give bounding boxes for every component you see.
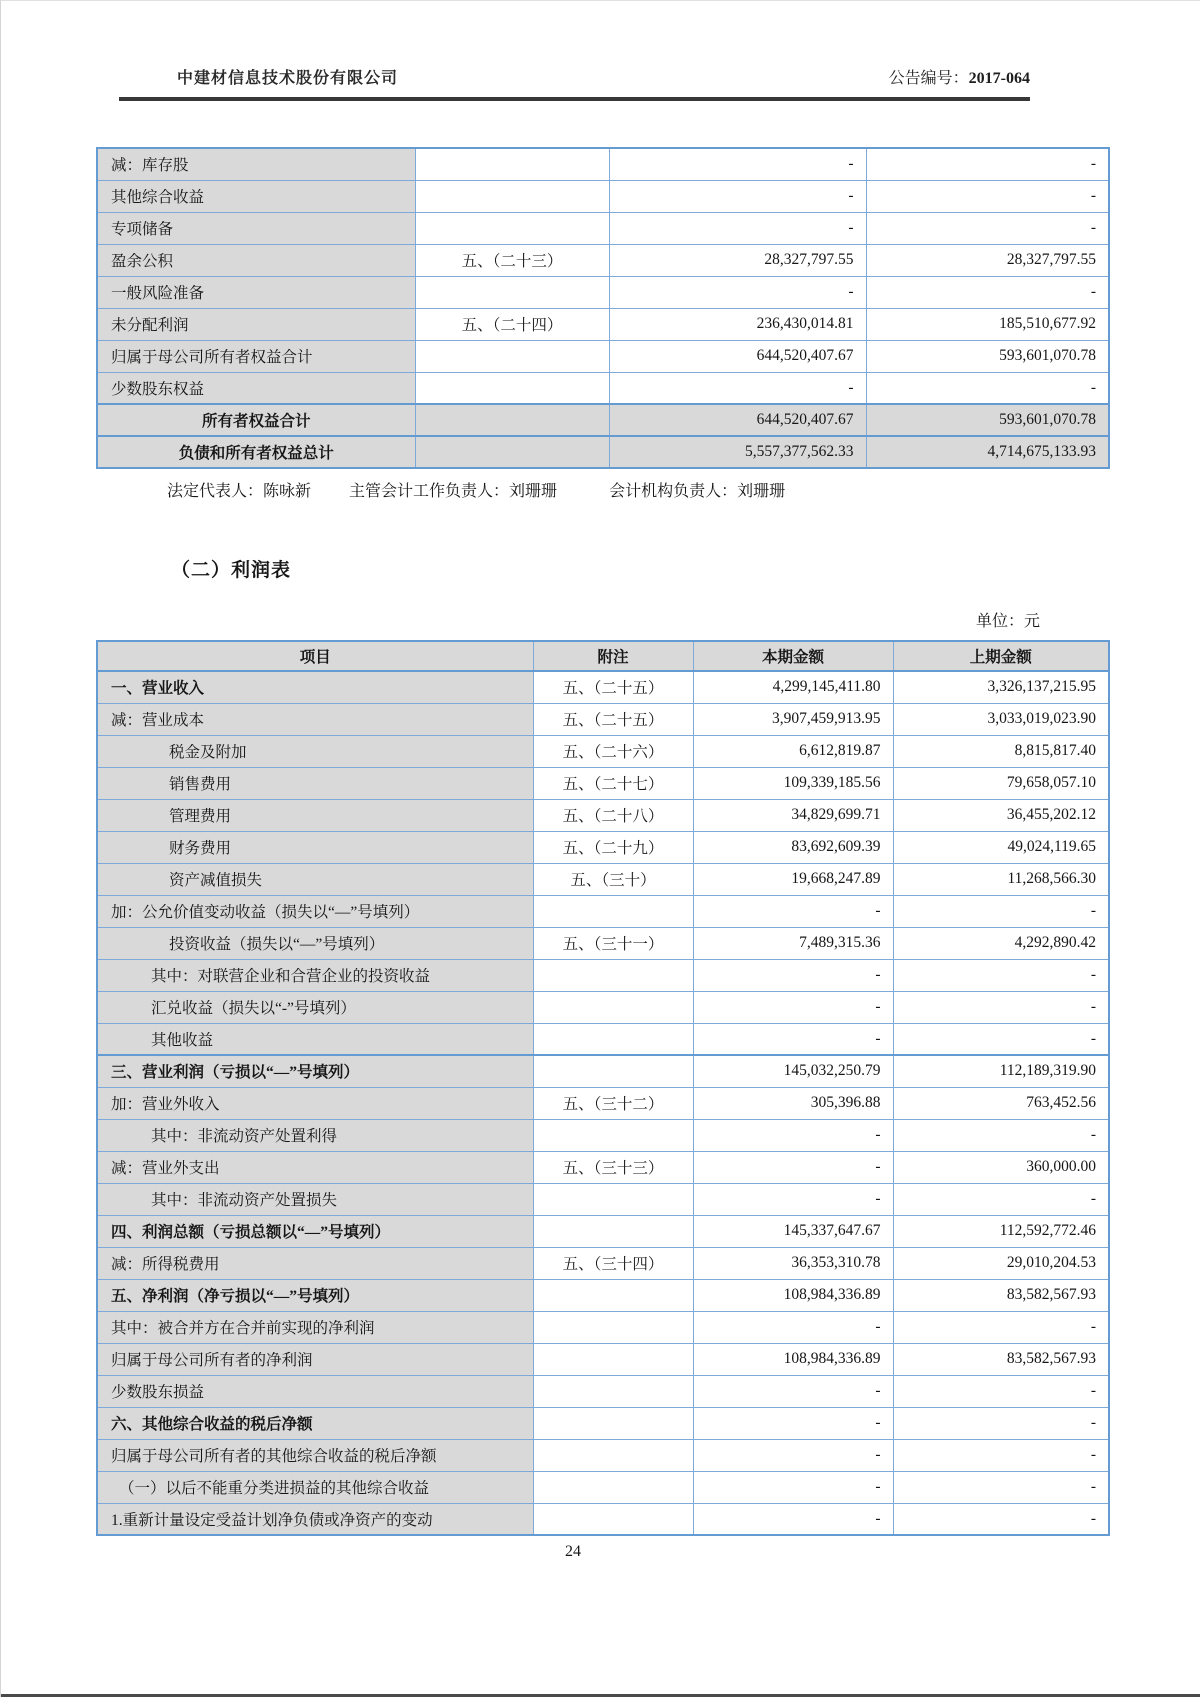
chief-accountant-name: 刘珊珊 xyxy=(509,483,558,500)
prior-amount-cell: 112,592,772.46 xyxy=(893,1215,1109,1247)
row-label-cell: 所有者权益合计 xyxy=(97,404,415,436)
table-row xyxy=(97,959,1109,991)
table-row xyxy=(97,1439,1109,1471)
row-label-cell: 专项储备 xyxy=(97,212,415,244)
column-header-item: 项目 xyxy=(97,641,533,671)
current-amount-cell: - xyxy=(693,1503,893,1535)
note-cell: 五、（二十六） xyxy=(533,735,693,767)
table-row xyxy=(97,1247,1109,1279)
note-cell xyxy=(533,1023,693,1055)
current-amount-cell: 6,612,819.87 xyxy=(693,735,893,767)
prior-amount-cell: 28,327,797.55 xyxy=(866,244,1109,276)
row-label-cell: 1.重新计量设定受益计划净负债或净资产的变动 xyxy=(97,1503,533,1535)
table-row xyxy=(97,1023,1109,1055)
table-row xyxy=(97,799,1109,831)
chief-accountant-label: 主管会计工作负责人： xyxy=(349,483,510,500)
prior-amount-cell: - xyxy=(893,1119,1109,1151)
note-cell xyxy=(415,404,609,436)
announcement-number xyxy=(889,69,1030,89)
row-label-cell: 汇兑收益（损失以“-”号填列） xyxy=(97,991,533,1023)
note-cell xyxy=(533,1311,693,1343)
table-row xyxy=(97,927,1109,959)
row-label-cell: 加：公允价值变动收益（损失以“—”号填列） xyxy=(97,895,533,927)
note-cell: 五、（二十九） xyxy=(533,831,693,863)
note-cell xyxy=(415,148,609,180)
prior-amount-cell: - xyxy=(893,1375,1109,1407)
note-cell: 五、（二十四） xyxy=(415,308,609,340)
note-cell xyxy=(533,895,693,927)
equity-section-table xyxy=(96,147,1110,469)
row-label-cell: 少数股东损益 xyxy=(97,1375,533,1407)
prior-amount-cell: 29,010,204.53 xyxy=(893,1247,1109,1279)
current-amount-cell: - xyxy=(609,148,866,180)
table-row xyxy=(97,436,1109,468)
row-label-cell: 五、净利润（净亏损以“—”号填列） xyxy=(97,1279,533,1311)
note-cell: 五、（二十三） xyxy=(415,244,609,276)
row-label-cell: 减：营业外支出 xyxy=(97,1151,533,1183)
current-amount-cell: 5,557,377,562.33 xyxy=(609,436,866,468)
note-cell xyxy=(415,276,609,308)
note-cell xyxy=(533,1407,693,1439)
prior-amount-cell: 3,326,137,215.95 xyxy=(893,671,1109,703)
row-label-cell: 其中：非流动资产处置利得 xyxy=(97,1119,533,1151)
note-cell: 五、（三十） xyxy=(533,863,693,895)
section-title: （二）利润表 xyxy=(171,560,292,581)
table-row xyxy=(97,1311,1109,1343)
current-amount-cell: 28,327,797.55 xyxy=(609,244,866,276)
table-header-row xyxy=(97,641,1109,671)
prior-amount-cell: - xyxy=(893,1471,1109,1503)
current-amount-cell: - xyxy=(693,991,893,1023)
prior-amount-cell: 360,000.00 xyxy=(893,1151,1109,1183)
signature-line xyxy=(167,481,1200,503)
prior-amount-cell: - xyxy=(866,212,1109,244)
prior-amount-cell: 3,033,019,023.90 xyxy=(893,703,1109,735)
row-label-cell: 其他收益 xyxy=(97,1023,533,1055)
legal-rep-name: 陈咏新 xyxy=(263,483,312,500)
row-label-cell: 投资收益（损失以“—”号填列） xyxy=(97,927,533,959)
note-cell: 五、（三十二） xyxy=(533,1087,693,1119)
table-row xyxy=(97,148,1109,180)
prior-amount-cell: - xyxy=(893,1311,1109,1343)
current-amount-cell: - xyxy=(609,212,866,244)
current-amount-cell: 108,984,336.89 xyxy=(693,1343,893,1375)
accounting-dept-name: 刘珊珊 xyxy=(737,483,786,500)
current-amount-cell: 4,299,145,411.80 xyxy=(693,671,893,703)
table-row xyxy=(97,671,1109,703)
table-row xyxy=(97,1119,1109,1151)
current-amount-cell: - xyxy=(693,1151,893,1183)
current-amount-cell: - xyxy=(693,1119,893,1151)
table-row xyxy=(97,1375,1109,1407)
announcement-number-value: 2017-064 xyxy=(968,70,1030,87)
current-amount-cell: - xyxy=(693,895,893,927)
current-amount-cell: 19,668,247.89 xyxy=(693,863,893,895)
column-header-note: 附注 xyxy=(533,641,693,671)
note-cell: 五、（三十三） xyxy=(533,1151,693,1183)
current-amount-cell: - xyxy=(609,180,866,212)
row-label-cell: 六、其他综合收益的税后净额 xyxy=(97,1407,533,1439)
note-cell: 五、（二十七） xyxy=(533,767,693,799)
table-row xyxy=(97,1087,1109,1119)
current-amount-cell: - xyxy=(609,276,866,308)
page-number: 24 xyxy=(565,1543,581,1560)
current-amount-cell: 7,489,315.36 xyxy=(693,927,893,959)
prior-amount-cell: 11,268,566.30 xyxy=(893,863,1109,895)
note-cell xyxy=(533,1183,693,1215)
table-row xyxy=(97,180,1109,212)
note-cell xyxy=(533,959,693,991)
current-amount-cell: - xyxy=(693,1311,893,1343)
table-row xyxy=(97,1215,1109,1247)
note-cell: 五、（二十五） xyxy=(533,671,693,703)
row-label-cell: 未分配利润 xyxy=(97,308,415,340)
prior-amount-cell: - xyxy=(866,180,1109,212)
note-cell xyxy=(533,1279,693,1311)
row-label-cell: 其中：对联营企业和合营企业的投资收益 xyxy=(97,959,533,991)
row-label-cell: 四、利润总额（亏损总额以“—”号填列） xyxy=(97,1215,533,1247)
prior-amount-cell: - xyxy=(866,148,1109,180)
current-amount-cell: - xyxy=(693,1375,893,1407)
table-row xyxy=(97,703,1109,735)
note-cell: 五、（二十五） xyxy=(533,703,693,735)
table-row xyxy=(97,895,1109,927)
table-row xyxy=(97,991,1109,1023)
row-label-cell: 财务费用 xyxy=(97,831,533,863)
prior-amount-cell: 83,582,567.93 xyxy=(893,1343,1109,1375)
table-row xyxy=(97,372,1109,404)
prior-amount-cell: 4,714,675,133.93 xyxy=(866,436,1109,468)
note-cell: 五、（三十一） xyxy=(533,927,693,959)
row-label-cell: 管理费用 xyxy=(97,799,533,831)
row-label-cell: 其他综合收益 xyxy=(97,180,415,212)
prior-amount-cell: 593,601,070.78 xyxy=(866,340,1109,372)
prior-amount-cell: 763,452.56 xyxy=(893,1087,1109,1119)
table-row xyxy=(97,212,1109,244)
row-label-cell: 其中：被合并方在合并前实现的净利润 xyxy=(97,1311,533,1343)
prior-amount-cell: - xyxy=(893,1183,1109,1215)
current-amount-cell: 145,337,647.67 xyxy=(693,1215,893,1247)
table-row xyxy=(97,276,1109,308)
table-row xyxy=(97,1503,1109,1535)
row-label-cell: 一、营业收入 xyxy=(97,671,533,703)
row-label-cell: 少数股东权益 xyxy=(97,372,415,404)
current-amount-cell: 36,353,310.78 xyxy=(693,1247,893,1279)
row-label-cell: 一般风险准备 xyxy=(97,276,415,308)
note-cell: 五、（二十八） xyxy=(533,799,693,831)
row-label-cell: 销售费用 xyxy=(97,767,533,799)
prior-amount-cell: 593,601,070.78 xyxy=(866,404,1109,436)
note-cell xyxy=(533,1119,693,1151)
column-header-prior-amount: 上期金额 xyxy=(893,641,1109,671)
table-row xyxy=(97,1407,1109,1439)
prior-amount-cell: - xyxy=(893,991,1109,1023)
page-header xyxy=(119,69,1030,101)
note-cell xyxy=(533,1343,693,1375)
accounting-dept-label: 会计机构负责人： xyxy=(609,483,738,500)
current-amount-cell: 109,339,185.56 xyxy=(693,767,893,799)
current-amount-cell: 108,984,336.89 xyxy=(693,1279,893,1311)
note-cell xyxy=(415,180,609,212)
table-row xyxy=(97,831,1109,863)
table-row xyxy=(97,244,1109,276)
current-amount-cell: 305,396.88 xyxy=(693,1087,893,1119)
row-label-cell: 加：营业外收入 xyxy=(97,1087,533,1119)
prior-amount-cell: 112,189,319.90 xyxy=(893,1055,1109,1087)
current-amount-cell: 83,692,609.39 xyxy=(693,831,893,863)
current-amount-cell: - xyxy=(693,1439,893,1471)
income-statement-table xyxy=(96,640,1110,1536)
unit-label: 单位：元 xyxy=(975,613,1040,630)
column-header-current-amount: 本期金额 xyxy=(693,641,893,671)
prior-amount-cell: - xyxy=(893,959,1109,991)
prior-amount-cell: 49,024,119.65 xyxy=(893,831,1109,863)
note-cell xyxy=(533,1055,693,1087)
prior-amount-cell: - xyxy=(893,895,1109,927)
table-row xyxy=(97,767,1109,799)
current-amount-cell: - xyxy=(693,1183,893,1215)
row-label-cell: （一）以后不能重分类进损益的其他综合收益 xyxy=(97,1471,533,1503)
row-label-cell: 资产减值损失 xyxy=(97,863,533,895)
row-label-cell: 盈余公积 xyxy=(97,244,415,276)
note-cell xyxy=(415,212,609,244)
prior-amount-cell: - xyxy=(866,276,1109,308)
row-label-cell: 减：所得税费用 xyxy=(97,1247,533,1279)
row-label-cell: 归属于母公司所有者的净利润 xyxy=(97,1343,533,1375)
current-amount-cell: 3,907,459,913.95 xyxy=(693,703,893,735)
current-amount-cell: - xyxy=(693,1407,893,1439)
note-cell xyxy=(533,1375,693,1407)
note-cell xyxy=(533,1439,693,1471)
note-cell xyxy=(415,436,609,468)
prior-amount-cell: 79,658,057.10 xyxy=(893,767,1109,799)
prior-amount-cell: - xyxy=(893,1503,1109,1535)
row-label-cell: 负债和所有者权益总计 xyxy=(97,436,415,468)
current-amount-cell: - xyxy=(693,959,893,991)
current-amount-cell: 145,032,250.79 xyxy=(693,1055,893,1087)
row-label-cell: 归属于母公司所有者的其他综合收益的税后净额 xyxy=(97,1439,533,1471)
note-cell xyxy=(533,991,693,1023)
note-cell xyxy=(533,1503,693,1535)
note-cell xyxy=(415,340,609,372)
row-label-cell: 其中：非流动资产处置损失 xyxy=(97,1183,533,1215)
prior-amount-cell: - xyxy=(893,1439,1109,1471)
table-row xyxy=(97,1151,1109,1183)
table-row xyxy=(97,1279,1109,1311)
note-cell xyxy=(533,1471,693,1503)
prior-amount-cell: 36,455,202.12 xyxy=(893,799,1109,831)
current-amount-cell: 236,430,014.81 xyxy=(609,308,866,340)
prior-amount-cell: 185,510,677.92 xyxy=(866,308,1109,340)
row-label-cell: 税金及附加 xyxy=(97,735,533,767)
table-row xyxy=(97,404,1109,436)
table-row xyxy=(97,735,1109,767)
note-cell xyxy=(533,1215,693,1247)
table-row xyxy=(97,1183,1109,1215)
company-name: 中建材信息技术股份有限公司 xyxy=(177,70,399,87)
table-row xyxy=(97,308,1109,340)
prior-amount-cell: 83,582,567.93 xyxy=(893,1279,1109,1311)
table-row xyxy=(97,1471,1109,1503)
current-amount-cell: 644,520,407.67 xyxy=(609,404,866,436)
table-row xyxy=(97,1343,1109,1375)
prior-amount-cell: - xyxy=(893,1407,1109,1439)
announcement-number-label: 公告编号： xyxy=(888,70,969,87)
current-amount-cell: - xyxy=(609,372,866,404)
table-row xyxy=(97,1055,1109,1087)
row-label-cell: 减：营业成本 xyxy=(97,703,533,735)
prior-amount-cell: 8,815,817.40 xyxy=(893,735,1109,767)
legal-rep-label: 法定代表人： xyxy=(167,483,264,500)
row-label-cell: 三、营业利润（亏损以“—”号填列） xyxy=(97,1055,533,1087)
current-amount-cell: - xyxy=(693,1023,893,1055)
prior-amount-cell: - xyxy=(866,372,1109,404)
prior-amount-cell: 4,292,890.42 xyxy=(893,927,1109,959)
table-row xyxy=(97,863,1109,895)
current-amount-cell: 34,829,699.71 xyxy=(693,799,893,831)
row-label-cell: 归属于母公司所有者权益合计 xyxy=(97,340,415,372)
current-amount-cell: 644,520,407.67 xyxy=(609,340,866,372)
row-label-cell: 减：库存股 xyxy=(97,148,415,180)
current-amount-cell: - xyxy=(693,1471,893,1503)
note-cell: 五、（三十四） xyxy=(533,1247,693,1279)
table-row xyxy=(97,340,1109,372)
prior-amount-cell: - xyxy=(893,1023,1109,1055)
note-cell xyxy=(415,372,609,404)
